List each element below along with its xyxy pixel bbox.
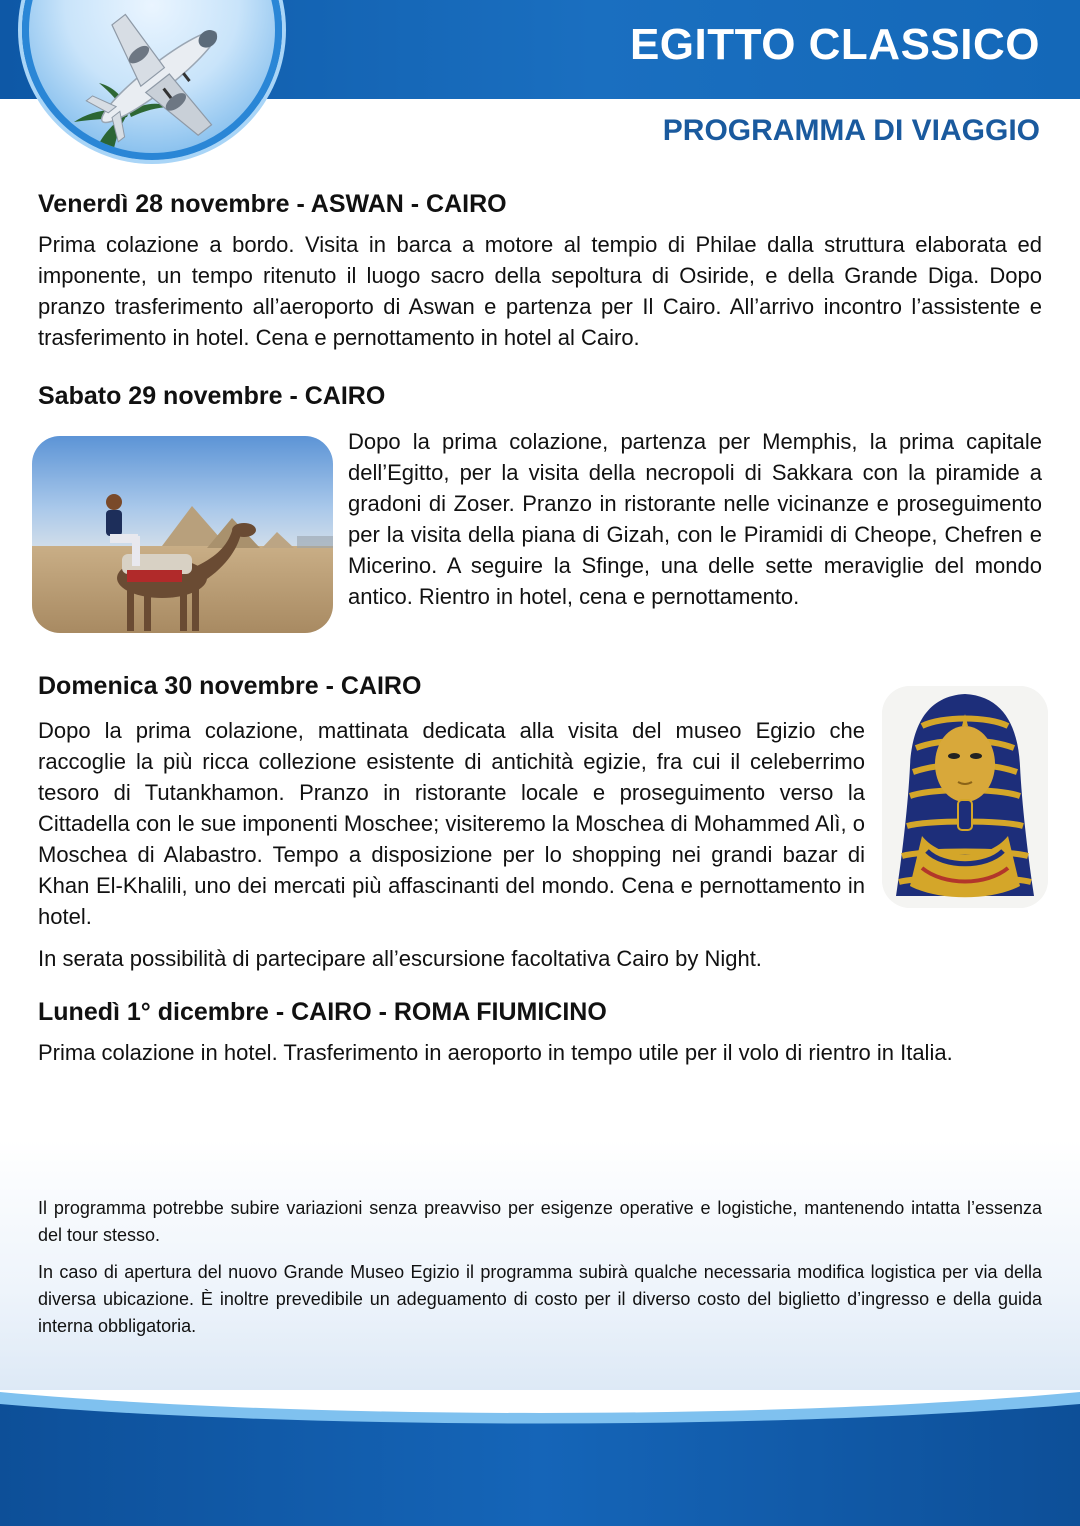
day-2-section — [38, 382, 1042, 411]
page-title: EGITTO CLASSICO — [629, 20, 1040, 69]
day-heading: Sabato 29 novembre - CAIRO — [38, 382, 386, 410]
museum-note: In caso di apertura del nuovo Grande Museo Egizio il programma subirà qualche necessaria modifica logistica per via della diversa ubicazione. È inoltre prevedibile un adeguamento di costo per il diverso costo del biglietto d’ingresso e della guida interna obbligatoria. — [38, 1262, 1042, 1336]
day-description: Prima colazione a bordo. Visita in barca a motore al tempio di Philae dalla struttura elaborata ed imponente, un tempo ritenuto il luogo sacro della sepoltura di Osiride, e della Grande Diga. Dopo pranzo trasferimento all’aeroporto di Aswan e partenza per Il Cairo. All’arrivo incontro l’assistente e trasferimento in hotel. Cena e pernottamento in hotel al Cairo. — [38, 232, 1042, 350]
camel-pyramids-photo — [32, 436, 333, 633]
optional-excursion-note: In serata possibilità di partecipare all’escursione facoltativa Cairo by Night. — [38, 946, 762, 971]
page-subtitle: PROGRAMMA DI VIAGGIO — [662, 114, 1040, 147]
day-description: Prima colazione in hotel. Trasferimento in aeroporto in tempo utile per il volo di rientro in Italia. — [38, 1040, 953, 1065]
disclaimer-note: Il programma potrebbe subire variazioni senza preavviso per esigenze operative e logistiche, mantenendo intatta l’essenza del tour stesso. — [38, 1198, 1042, 1245]
footer-notes — [38, 1195, 1042, 1340]
airplane-icon — [29, 0, 282, 160]
tutankhamun-mask-photo — [882, 686, 1048, 908]
day-3-extra — [38, 943, 1042, 974]
day-1-section — [38, 190, 1042, 353]
day-heading: Domenica 30 novembre - CAIRO — [38, 672, 422, 700]
day-2-text — [348, 426, 1042, 612]
day-description: Dopo la prima colazione, mattinata dedicata alla visita del museo Egizio che raccoglie la più ricca collezione esistente di antichità egizie, fra cui il celeberrimo tesoro di Tutankhamon. Pranzo in ristorante locale e proseguimento verso la Cittadella con le sue imponenti Moschee; visiteremo la Moschea di Mohammed Alì, o Moschea di Alabastro. Tempo a disposizione per lo shopping nei grandi bazar di Khan El-Khalili, uno dei mercati più affascinanti del mondo. Cena e pernottamento in hotel. — [38, 718, 865, 929]
airplane-logo — [22, 0, 282, 160]
day-heading: Venerdì 28 novembre - ASWAN - CAIRO — [38, 190, 507, 218]
footer-band — [0, 1380, 1080, 1526]
day-description: Dopo la prima colazione, partenza per Memphis, la prima capitale dell’Egitto, per la visita della necropoli di Sakkara con la piramide a gradoni di Zoser. Pranzo in ristorante nelle vicinanze e proseguimento per la visita della piana di Gizah, con le Piramidi di Cheope, Chefren e Micerino. A seguire la Sfinge, una delle sette meraviglie del mondo antico. Rientro in hotel, cena e pernottamento. — [348, 429, 1042, 609]
day-3-text — [38, 715, 865, 932]
day-4-section — [38, 998, 1042, 1068]
day-heading: Lunedì 1° dicembre - CAIRO - ROMA FIUMICINO — [38, 998, 607, 1026]
